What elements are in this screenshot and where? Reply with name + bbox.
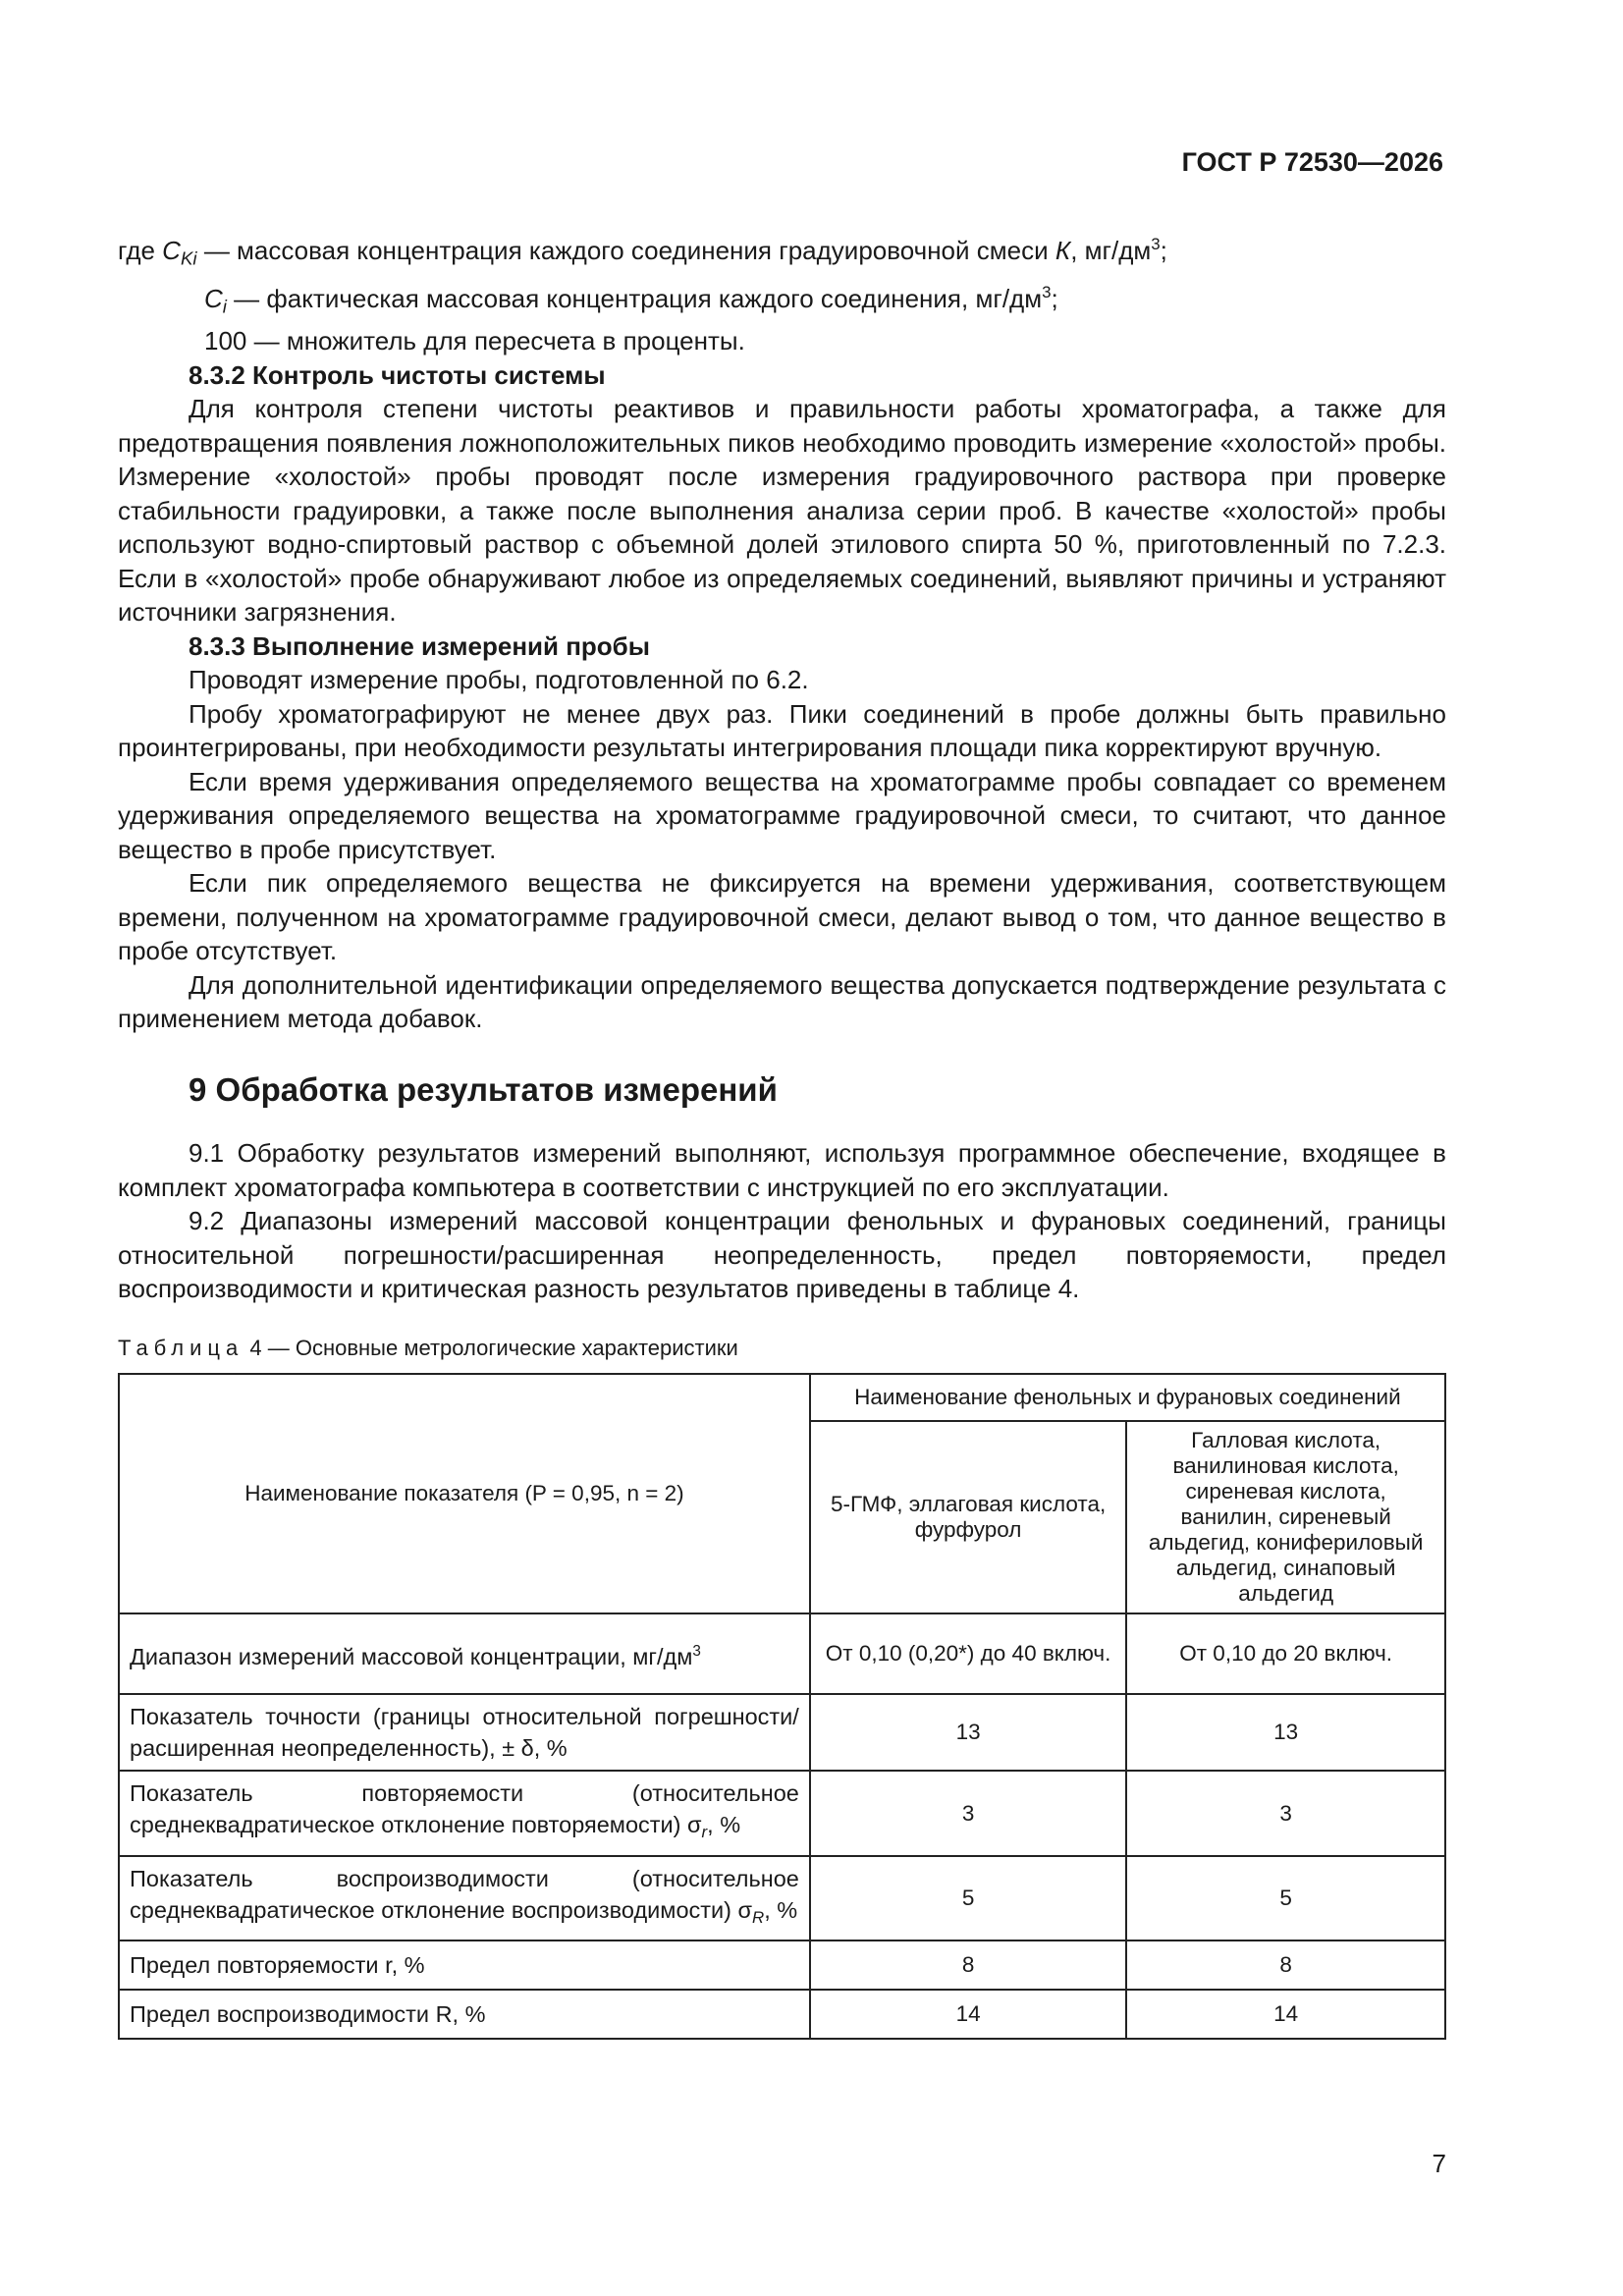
table-cell: 13 (810, 1694, 1126, 1771)
page-content (118, 228, 1446, 2040)
col2-header: Галловая кислота, ванилиновая кислота, сиреневая кислота, ванилин, сиреневый альдегид, кониферилoвый альдегид, синаповый альдегид (1126, 1421, 1445, 1613)
standard-code: ГОСТ Р 72530—2026 (1181, 147, 1443, 177)
paragraph: 9.1 Обработку результатов измерений выполняют, используя программное обеспечение, входящее в комплект хроматографа компьютера в соответствии с инструкцией по его эксплуатации. (118, 1138, 1446, 1202)
metrology-table (118, 1373, 1446, 2039)
section-8-3-3-heading: 8.3.3 Выполнение измерений пробы (189, 630, 650, 661)
group-header: Наименование фенольных и фурановых соединений (810, 1374, 1445, 1421)
legend-line-ci: $C_i$ — фактическая массовая концентрация каждого соединения, $мг/дм^3$; (204, 283, 1058, 317)
section-9-heading: 9 Обработка результатов измерений (189, 1070, 778, 1108)
table-cell: 3 (810, 1771, 1126, 1855)
table-cell: 14 (1126, 1990, 1445, 2039)
table-cell: От 0,10 (0,20*) до 40 включ. (810, 1613, 1126, 1694)
paragraph: Если пик определяемого вещества не фиксируется на времени удерживания, соответствующем времени, полученном на хроматограмме градуировочной смеси, делают вывод о том, что данное вещество в пробе отсутствует. (118, 868, 1446, 966)
table-row-label: Показатель повторяемости (относительное среднеквадратическое отклонение повторяемости) $\sigma_r$, % (119, 1771, 810, 1855)
table-cell: 14 (810, 1990, 1126, 2039)
paragraph: Пробу хроматографируют не менее двух раз. Пики соединений в пробе должны быть правильно проинтегрированы, при необходимости результаты интегрирования площади пика корректируют вручную. (118, 698, 1446, 763)
section-8-3-2-heading: 8.3.2 Контроль чистоты системы (189, 359, 606, 390)
col1-header: 5-ГМФ, эллаговая кислота, фурфурол (810, 1421, 1126, 1613)
indicator-header: Наименование показателя (P = 0,95, n = 2) (119, 1374, 810, 1613)
table-row-label: Показатель точности (границы относительной погрешности/расширенная неопределенность), ± δ, % (119, 1694, 810, 1771)
legend-line-cki: где $C_{Ki}$ — массовая концентрация каждого соединения градуировочной смеси К, $мг/дм^3$; (118, 235, 1167, 269)
paragraph: 9.2 Диапазоны измерений массовой концентрации фенольных и фурановых соединений, границы относительной погрешности/расширенная неопределенность, предел повторяемости, предел воспроизводимости и критическая разность результатов приведены в таблице 4. (118, 1206, 1446, 1304)
table-row-label: Показатель воспроизводимости (относительное среднеквадратическое отклонение воспроизводимости) $\sigma_R$, % (119, 1856, 810, 1941)
table-row-label: Диапазон измерений массовой концентрации, $мг/дм^3$ (119, 1613, 810, 1694)
table-cell: 5 (1126, 1856, 1445, 1941)
table-cell: 8 (1126, 1941, 1445, 1990)
section-8-3-2-text: Для контроля степени чистоты реактивов и правильности работы хроматографа, а также для предотвращения появления ложноположительных пиков необходимо проводить измерение «холостой» пробы. Измерение «холостой» пробы проводят после измерения градуировочного раствора при проверке стабильности градуировки, а также после выполнения анализа серии проб. В качестве «холостой» пробы используют водно-спиртовый раствор с объемной долей этилового спирта 50 %, приготовленный по 7.2.3. Если в «холостой» пробе обнаруживают любое из определяемых соединений, выявляют причины и устраняют источники загрязнения. (118, 394, 1446, 628)
table-row-label: Предел повторяемости r, % (119, 1941, 810, 1990)
table-cell: От 0,10 до 20 включ. (1126, 1613, 1445, 1694)
table-row-label: Предел воспроизводимости R, % (119, 1990, 810, 2039)
paragraph: Проводят измерение пробы, подготовленной по 6.2. (189, 665, 809, 695)
table-cell: 13 (1126, 1694, 1445, 1771)
legend-line-100: 100 — множитель для пересчета в проценты. (204, 326, 745, 356)
table-cell: 5 (810, 1856, 1126, 1941)
page-number: 7 (1432, 2149, 1446, 2178)
table-caption: Таблица 4 — Основные метрологические характеристики (118, 1335, 738, 1360)
paragraph: Если время удерживания определяемого вещества на хроматограмме пробы совпадает со временем удерживания определяемого вещества на хроматограмме градуировочной смеси, то считают, что данное вещество в пробе присутствует. (118, 766, 1446, 864)
table-cell: 8 (810, 1941, 1126, 1990)
table-cell: 3 (1126, 1771, 1445, 1855)
paragraph: Для дополнительной идентификации определяемого вещества допускается подтверждение результата с применением метода добавок. (118, 969, 1446, 1034)
